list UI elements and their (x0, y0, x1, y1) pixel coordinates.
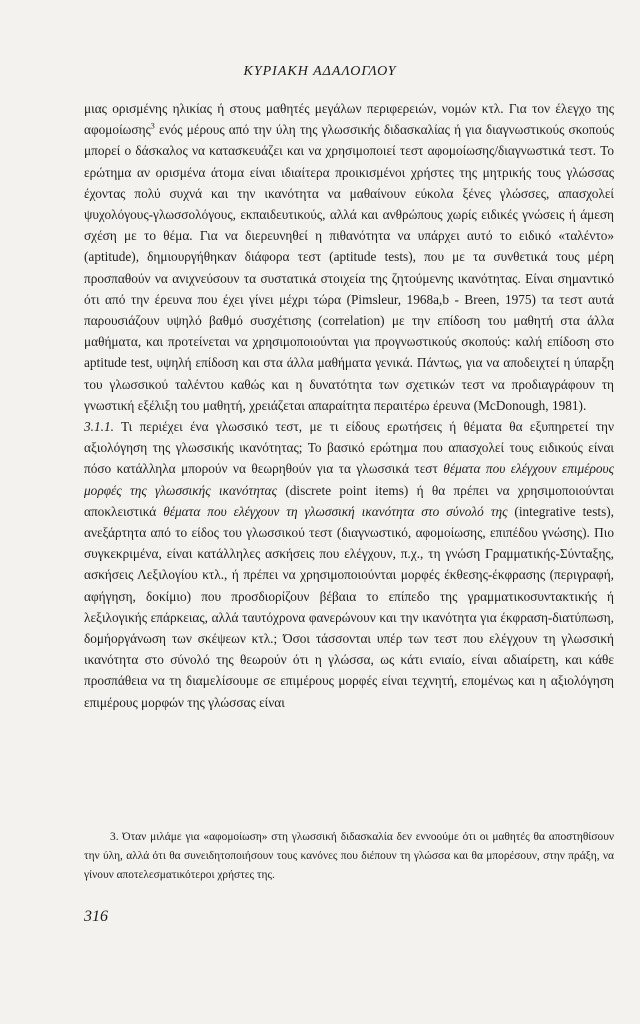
paragraph-2 (84, 416, 614, 713)
section-number: 3.1.1. (84, 419, 114, 435)
footnote (84, 828, 614, 885)
page-number: 316 (84, 908, 108, 925)
paragraph-1-text-b: ενός μέρους από την ύλη της γλωσσικής διδασκαλίας ή για διαγνωστικούς σκοπούς μπορεί ο δάσκαλος να κατασκευάζει και να χρησιμοποιεί τεστ αφομοίωσης/διαγνωστικά τεστ. Το ερώτημα αν ορισμένα άτομα είναι ιδιαίτερα προικισμένοι χρήστες της μητρικής τους γλώσσας έχοντας πολύ συχνά και την ικανότητα να μαθαίνουν εύκολα ξένες γλώσσες, απασχολεί ψυχολόγους-γλωσσολόγους, εκπαιδευτικούς, αλλά και ανθρώπους χωρίς ειδικές γνώσεις ή άμεση σχέση με το θέμα. Για να διερευνηθεί η πιθανότητα να υπάρχει αυτό το ειδικό «ταλέντο» (aptitude), δημιουργήθηκαν διάφορα τεστ (aptitude tests), που με τα συνθετικά τους μέρη προσπαθούν να ανιχνεύσουν τα συστατικά στοιχεία της ζητούμενης ικανότητας. Είναι σημαντικό ότι από την έρευνα που έχει γίνει μέχρι τώρα (Pimsleur, 1968a,b - Breen, 1975) τα τεστ αυτά παρουσιάζουν υψηλό βαθμό συσχέτισης (correlation) με την επίδοση του μαθητή στα άλλα μαθήματα, και προτείνεται να χρησιμοποιούνται για προγνωστικούς σκοπούς: καλή επίδοση στο aptitude test, υψηλή επίδοση και στα άλλα μαθήματα γενικά. Πάντως, για να αποδειχτεί η ύπαρξη του γλωσσικού ταλέντου καθώς και η δυνατότητα των σχετικών τεστ να προδιαγράφουν τη γνωστική εξέλιξη του μαθητή, χρειάζεται απαραίτητα περαιτέρω έρευνα (McDonough, 1981). (84, 122, 614, 413)
footnote-marker[interactable]: 3 (150, 121, 155, 131)
paragraph-1-text-a: μιας ορισμένης ηλικίας ή στους μαθητές μεγάλων περιφερειών, νομών κτλ. Για τον έλεγχο της αφομοίωσης (84, 101, 614, 138)
paragraph-1 (84, 98, 614, 416)
paragraph-2-text-a: Τι περιέχει ένα γλωσσικό τεστ, με τι είδους ερωτήσεις ή θέματα θα εξυπηρετεί την αξιολόγηση της γλωσσικής ικανότητας; Το βασικό ερώτημα που απασχολεί τους ειδικούς είναι πόσο κατάλληλα μπορούν να θεωρηθούν για τα γλωσσικά τεστ (84, 419, 614, 477)
emphasis-integrative: θέματα που ελέγχουν τη γλωσσική ικανότητα στο σύνολό της (163, 503, 508, 519)
paragraph-2-text-c: (integrative tests), ανεξάρτητα από το είδος του γλωσσικού τεστ (διαγνωστικό, αφομοίωσης, επιπέδου γνώσης). Πιο συγκεκριμένα, είναι κατάλληλες ασκήσεις που ελέγχουν, π.χ., τη γνώση Γραμματικής-Σύνταξης, ασκήσεις Λεξιλογίου κτλ., ή πρέπει να χρησιμοποιούνται μορφές έκθεσης-έκφρασης (περιγραφή, αφήγηση, δοκίμιο) που προσδιορίζουν βέβαια το επίπεδο της γραμματικοσυντακτικής ή λεξιλογικής επάρκειας, αλλά ταυτόχρονα φανερώνουν και την ικανότητα για έκφραση-διατύπωση, δομήοργάνωση των σκέψεων κτλ.; Όσοι τάσσονται υπέρ των τεστ που ελέγχουν τη γλωσσική ικανότητα στο σύνολό της θεωρούν ότι η γλώσσα, ως κάτι ενιαίο, είναι αδιαίρετη, και κάθε προσπάθεια να τη διαμελίσουμε σε επιμέρους μορφές είναι τεχνητή, επομένως και η αξιολόγηση επιμέρους μορφών της γλώσσας είναι (84, 503, 614, 710)
paragraph-2-text-b: (discrete point items) ή θα πρέπει να χρησιμοποιούνται αποκλειστικά (84, 482, 614, 519)
emphasis-discrete-items: θέματα που ελέγχουν επιμέρους μορφές της γλωσσικής ικανότητας (84, 461, 614, 498)
footnote-text: 3. Όταν μιλάμε για «αφομοίωση» στη γλωσσική διδασκαλία δεν εννοούμε ότι οι μαθητές θα αποστηθίσουν την ύλη, αλλά ότι θα συνειδητοποιήσουν τους κανόνες που διέπουν τη γλώσσα και θα μπορέσουν, στην πράξη, να γίνουν αποτελεσματικότεροι χρήστες της. (84, 831, 614, 881)
running-head: ΚΥΡΙΑΚΗ ΑΔΑΛΟΓΛΟΥ (243, 64, 397, 79)
main-text (84, 98, 614, 713)
